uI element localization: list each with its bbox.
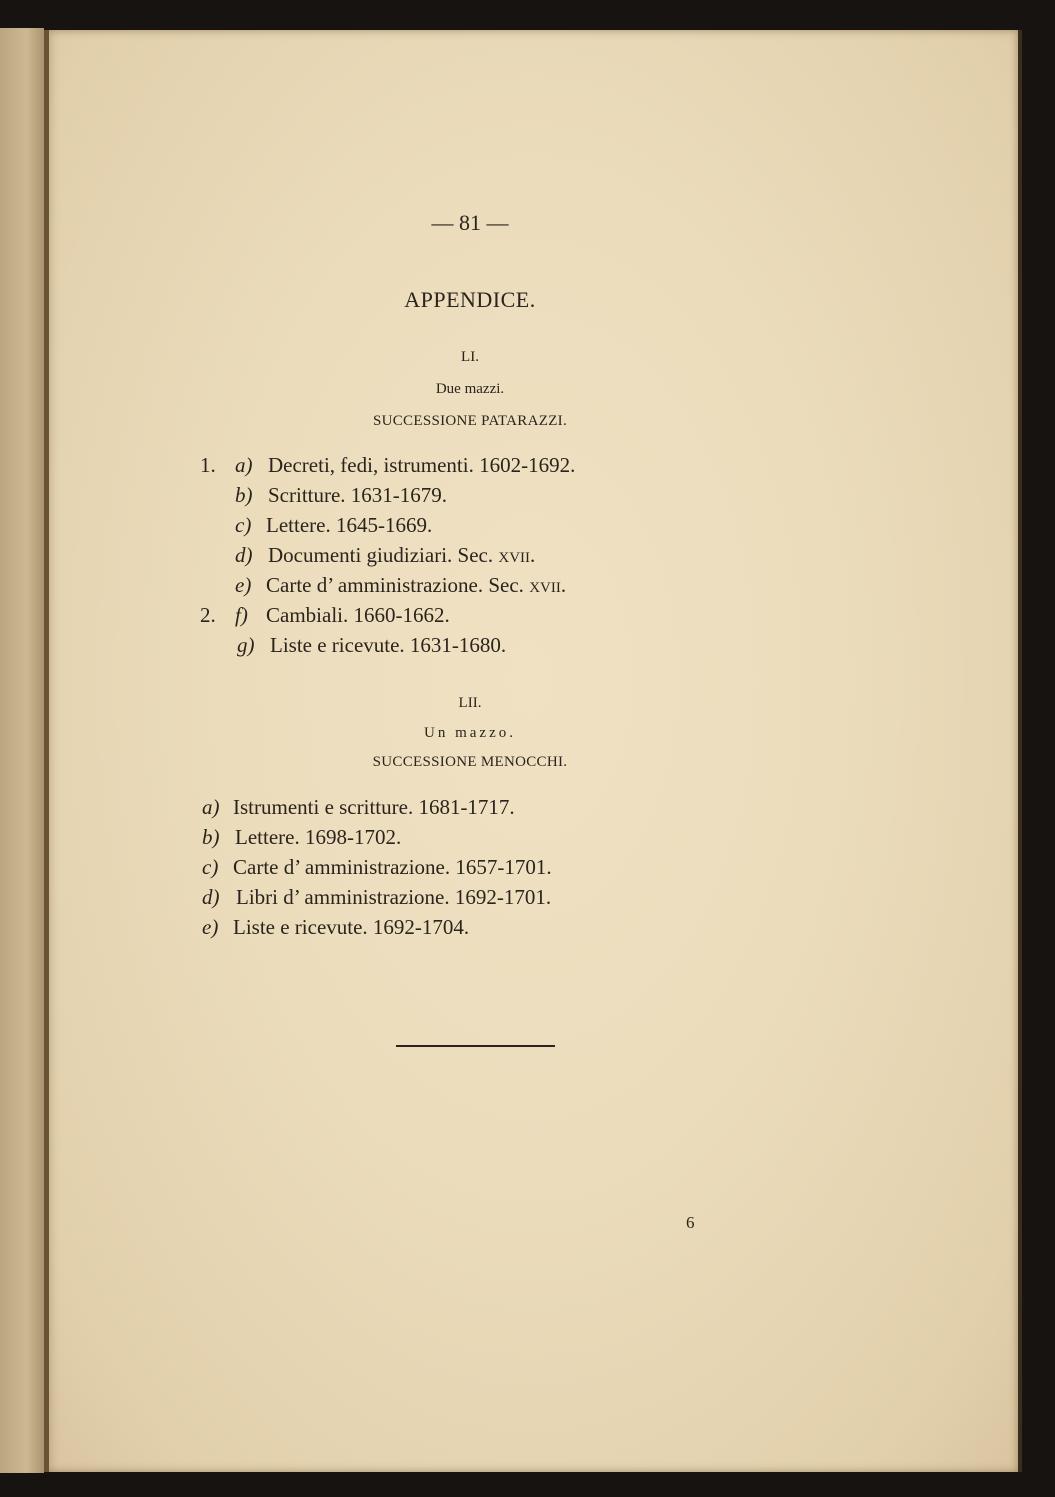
item-text: Carte d’ amministrazione. Sec. xvii. bbox=[266, 573, 567, 597]
item-letter: a) bbox=[202, 795, 220, 819]
previous-page-edge bbox=[0, 28, 44, 1473]
page-number: — 81 — bbox=[431, 210, 509, 235]
item-letter: c) bbox=[235, 513, 252, 537]
item-number: 2. bbox=[200, 603, 216, 627]
signature-mark: 6 bbox=[686, 1213, 695, 1232]
item-text: Libri d’ amministrazione. 1692-1701. bbox=[236, 885, 552, 909]
item-letter: a) bbox=[235, 453, 253, 477]
item-letter: e) bbox=[235, 573, 252, 597]
item-text: Cambiali. 1660-1662. bbox=[266, 603, 450, 627]
end-rule bbox=[396, 1045, 555, 1047]
item-letter: d) bbox=[202, 885, 220, 909]
section-subtitle-lii: Un mazzo. bbox=[424, 725, 516, 741]
item-letter: b) bbox=[202, 825, 220, 849]
item-text: Carte d’ amministrazione. 1657-1701. bbox=[233, 855, 552, 879]
section-number-lii: LII. bbox=[458, 695, 482, 711]
item-text: Lettere. 1698-1702. bbox=[235, 825, 402, 849]
item-text: Istrumenti e scritture. 1681-1717. bbox=[233, 795, 515, 819]
section-number-li: LI. bbox=[461, 349, 479, 365]
item-letter: e) bbox=[202, 915, 219, 939]
item-number: 1. bbox=[200, 453, 216, 477]
item-text: Scritture. 1631-1679. bbox=[268, 483, 448, 507]
item-letter: c) bbox=[202, 855, 219, 879]
item-text: Lettere. 1645-1669. bbox=[266, 513, 433, 537]
item-text: Liste e ricevute. 1692-1704. bbox=[233, 915, 470, 939]
item-letter: d) bbox=[235, 543, 253, 567]
item-text: Documenti giudiziari. Sec. xvii. bbox=[268, 543, 536, 567]
item-letter: g) bbox=[237, 633, 255, 657]
section-heading-lii: SUCCESSIONE MENOCCHI. bbox=[372, 754, 568, 770]
item-text: Liste e ricevute. 1631-1680. bbox=[270, 633, 507, 657]
page-gutter bbox=[44, 30, 49, 1472]
section-heading-li: SUCCESSIONE PATARAZZI. bbox=[372, 413, 568, 429]
section-subtitle-li: Due mazzi. bbox=[435, 381, 505, 397]
book-page bbox=[44, 30, 1018, 1472]
page-title: APPENDICE. bbox=[404, 287, 536, 312]
page-right-edge bbox=[1018, 30, 1022, 1472]
item-text: Decreti, fedi, istrumenti. 1602-1692. bbox=[268, 453, 576, 477]
item-letter: f) bbox=[235, 603, 248, 627]
item-letter: b) bbox=[235, 483, 253, 507]
